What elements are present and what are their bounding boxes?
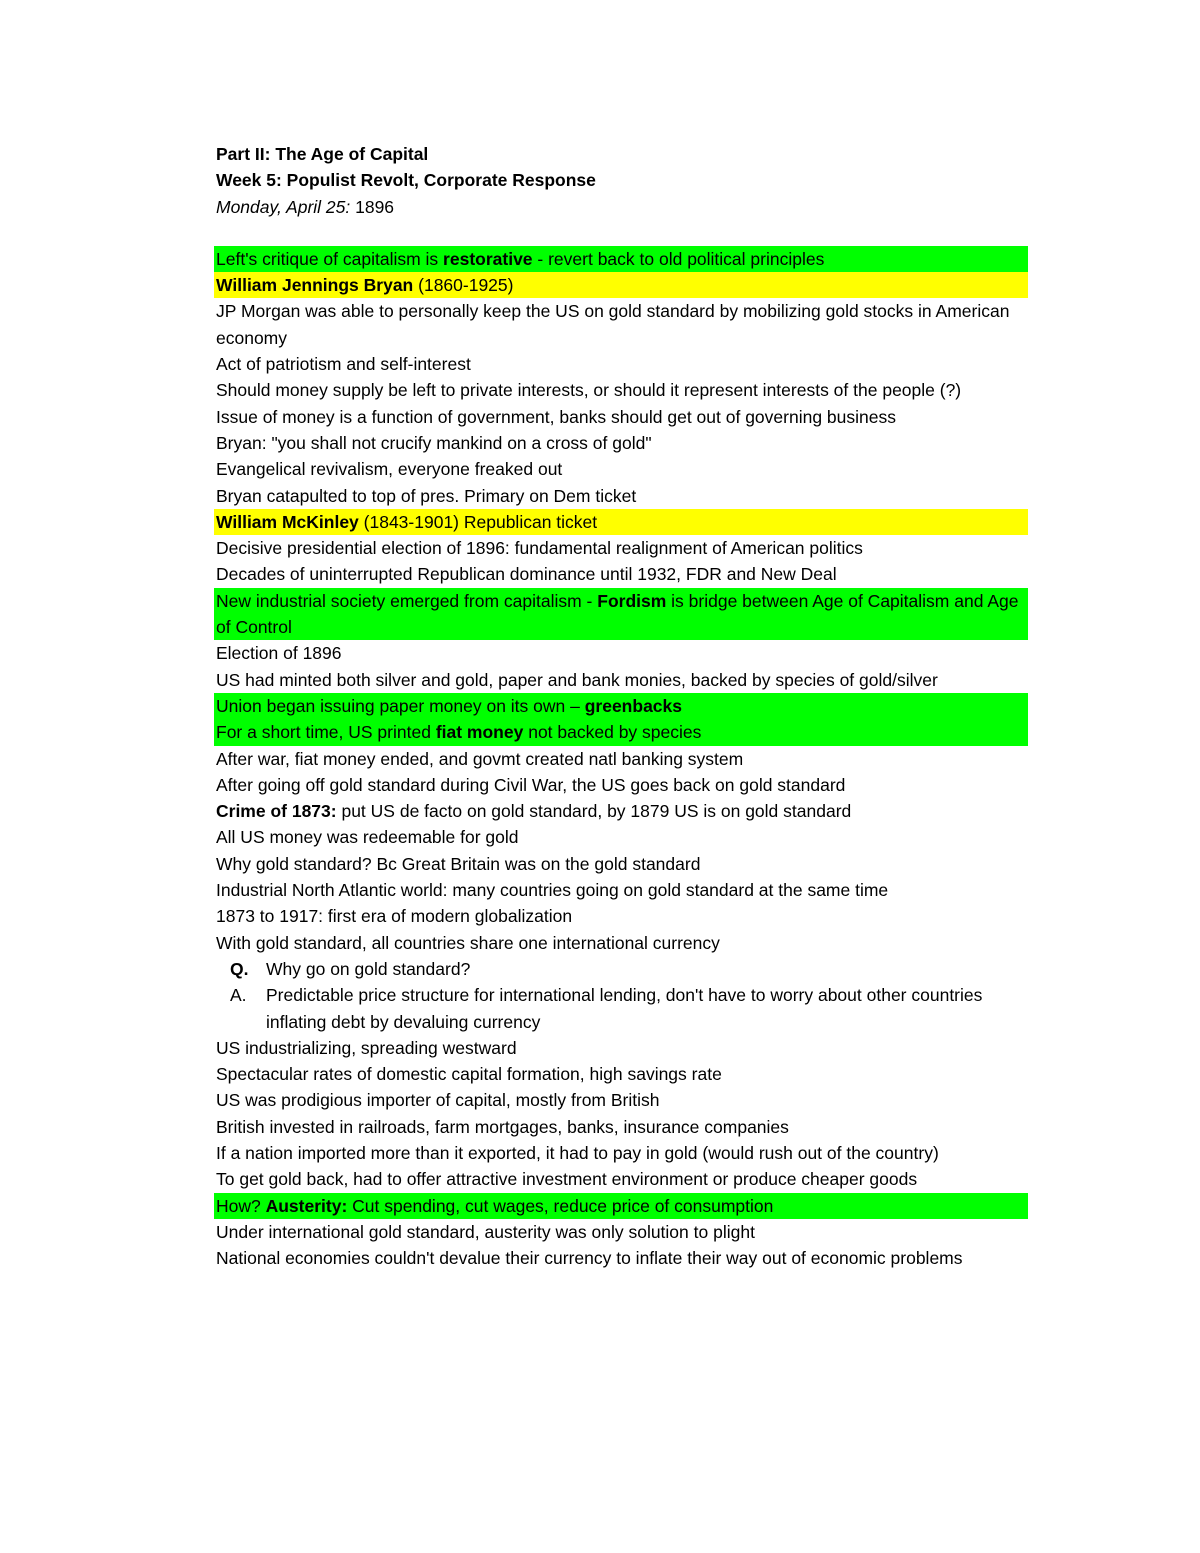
note-line: National economies couldn't devalue their currency to inflate their way out of economic problems xyxy=(216,1248,963,1269)
note-line: 1873 to 1917: first era of modern globalization xyxy=(216,906,573,927)
note-line: Why gold standard? Bc Great Britain was on the gold standard xyxy=(216,853,701,874)
note-line: To get gold back, had to offer attractive investment environment or produce cheaper goods xyxy=(216,1169,918,1190)
part-heading: Part II: The Age of Capital xyxy=(216,144,429,164)
note-line: US was prodigious importer of capital, mostly from British xyxy=(216,1090,660,1111)
note-line: Evangelical revivalism, everyone freaked out xyxy=(216,459,563,480)
note-line: Spectacular rates of domestic capital formation, high savings rate xyxy=(216,1064,722,1085)
note-line-yellow: William McKinley (1843-1901) Republican ticket xyxy=(214,509,1028,535)
note-line: Bryan catapulted to top of pres. Primary on Dem ticket xyxy=(216,485,637,506)
question-text: Why go on gold standard? xyxy=(266,958,471,979)
note-line: Decades of uninterrupted Republican dominance until 1932, FDR and New Deal xyxy=(216,564,837,585)
note-line-yellow: William Jennings Bryan (1860-1925) xyxy=(214,272,1028,298)
note-line-green: New industrial society emerged from capitalism - Fordism is bridge between Age of Capitalism and Age of Control xyxy=(214,588,1028,641)
question-item xyxy=(214,956,1028,982)
note-line: Should money supply be left to private interests, or should it represent interests of the people (?) xyxy=(216,380,962,401)
note-line: After war, fiat money ended, and govmt created natl banking system xyxy=(216,748,744,769)
answer-item xyxy=(214,982,1028,1035)
note-line: With gold standard, all countries share one international currency xyxy=(216,932,720,953)
note-line: After going off gold standard during Civil War, the US goes back on gold standard xyxy=(216,774,846,795)
note-line-green: How? Austerity: Cut spending, cut wages, reduce price of consumption xyxy=(214,1193,1028,1219)
note-line-green: For a short time, US printed fiat money not backed by species xyxy=(214,719,1028,745)
note-line: Act of patriotism and self-interest xyxy=(216,354,471,375)
answer-text: Predictable price structure for international lending, don't have to worry about other countries inflating debt by devaluing currency xyxy=(266,985,983,1032)
note-line: British invested in railroads, farm mortgages, banks, insurance companies xyxy=(216,1116,789,1137)
note-line: US industrializing, spreading westward xyxy=(216,1037,517,1058)
note-line-green: Left's critique of capitalism is restorative - revert back to old political principles xyxy=(214,246,1028,272)
date-line: Monday, April 25: 1896 xyxy=(216,196,395,217)
note-line: Crime of 1873: put US de facto on gold standard, by 1879 US is on gold standard xyxy=(216,801,852,822)
note-line: Election of 1896 xyxy=(216,643,342,664)
note-line: Issue of money is a function of government, banks should get out of governing business xyxy=(216,406,896,427)
answer-label: A. xyxy=(230,985,247,1006)
document-page xyxy=(214,141,1028,1271)
note-line: Bryan: "you shall not crucify mankind on a cross of gold" xyxy=(216,432,652,453)
note-line: If a nation imported more than it exported, it had to pay in gold (would rush out of the country) xyxy=(216,1142,939,1163)
note-line: US had minted both silver and gold, paper and bank monies, backed by species of gold/silver xyxy=(216,669,938,690)
week-heading: Week 5: Populist Revolt, Corporate Response xyxy=(216,170,596,191)
note-line: JP Morgan was able to personally keep the US on gold standard by mobilizing gold stocks in American economy xyxy=(216,301,1010,348)
note-line: Decisive presidential election of 1896: fundamental realignment of American politics xyxy=(216,538,863,559)
question-label: Q. xyxy=(230,958,249,979)
note-line: Under international gold standard, austerity was only solution to plight xyxy=(216,1221,755,1242)
note-line: All US money was redeemable for gold xyxy=(216,827,519,848)
note-line-green: Union began issuing paper money on its own – greenbacks xyxy=(214,693,1028,719)
note-line: Industrial North Atlantic world: many countries going on gold standard at the same time xyxy=(216,880,889,901)
